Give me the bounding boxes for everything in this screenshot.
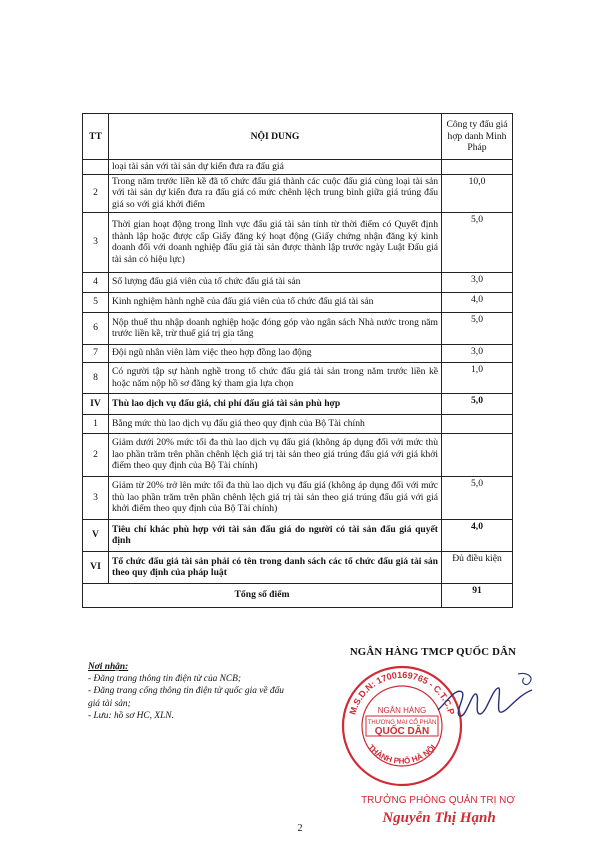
- row-score: Đủ điều kiện: [442, 551, 513, 583]
- table-row: [83, 476, 513, 519]
- signer-name: Nguyễn Thị Hạnh: [382, 810, 496, 826]
- row-score: 5,0: [442, 393, 513, 414]
- svg-text:THÀNH PHỐ HÀ NỘI: [366, 743, 437, 766]
- row-tt: 2: [83, 174, 109, 212]
- row-tt: V: [83, 519, 109, 551]
- table-row: [83, 414, 513, 433]
- table-row: [83, 362, 513, 393]
- seal-ring-text: M.S.D.N: 1700169765 - C.T.C.P: [347, 669, 457, 716]
- row-tt: 8: [83, 362, 109, 393]
- row-content: Số lượng đấu giá viên của tổ chức đấu giá tài sản: [109, 272, 442, 292]
- table-row: [83, 174, 513, 212]
- table-row: [83, 551, 513, 583]
- row-tt: VI: [83, 551, 109, 583]
- row-tt: 6: [83, 312, 109, 344]
- table-header-row: [83, 114, 513, 160]
- row-content: loại tài sản với tài sản dự kiến đưa ra đấu giá: [109, 160, 442, 175]
- row-content: Nộp thuế thu nhập doanh nghiệp hoặc đóng góp vào ngân sách Nhà nước trong năm trước liền kề, trừ thuế giá trị gia tăng: [109, 312, 442, 344]
- header-content: NỘI DUNG: [109, 114, 442, 160]
- row-score: 10,0: [442, 174, 513, 212]
- row-content: Kinh nghiệm hành nghề của đấu giá viên của tổ chức đấu giá tài sản: [109, 292, 442, 312]
- row-content: Thời gian hoạt động trong lĩnh vực đấu giá tài sản tính từ thời điểm có Quyết định thành lập hoặc được cấp Giấy đăng ký hoạt động (Giấy chứng nhận đăng ký kinh doanh đối với doanh nghiệp đấu giá tài sản được thành lập trước ngày Luật Đấu giá tài sản có hiệu lực): [109, 212, 442, 272]
- seal-city-text: THÀNH PHỐ HÀ NỘI: [366, 742, 438, 766]
- table-row: [83, 272, 513, 292]
- row-content: Đội ngũ nhân viên làm việc theo hợp đồng lao động: [109, 344, 442, 362]
- recipient-item: - Lưu: hồ sơ HC, XLN.: [88, 710, 174, 721]
- table-row: [83, 312, 513, 344]
- row-score: [442, 433, 513, 476]
- page-number: 2: [297, 823, 303, 834]
- row-tt: [83, 160, 109, 175]
- signer-position: TRƯỞNG PHÒNG QUẢN TRỊ NỢ: [361, 795, 515, 806]
- recipients-block: [88, 661, 298, 722]
- bank-name: NGÂN HÀNG TMCP QUỐC DÂN: [349, 646, 517, 658]
- total-label: Tổng số điểm: [83, 583, 442, 607]
- row-tt: IV: [83, 393, 109, 414]
- row-score: 1,0: [442, 362, 513, 393]
- table-row: [83, 433, 513, 476]
- row-score: 5,0: [442, 212, 513, 272]
- row-score: 5,0: [442, 312, 513, 344]
- table-row: [83, 344, 513, 362]
- row-tt: 5: [83, 292, 109, 312]
- criteria-table: [82, 113, 513, 608]
- row-content: Giảm từ 20% trở lên mức tối đa thù lao dịch vụ đấu giá (không áp dụng đối với mức thù lao phần trăm trên phần chênh lệch giá trị tài sản theo giá trúng đấu giá với giá khởi điểm theo quy định của Bộ Tài chính): [109, 476, 442, 519]
- row-score: 4,0: [442, 519, 513, 551]
- seal-line3: QUỐC DÂN: [374, 726, 430, 737]
- row-score: 3,0: [442, 344, 513, 362]
- table-row: [83, 160, 513, 175]
- recipient-item: - Đăng trang cổng thông tin điện tử quốc gia về đấu giá tài sản;: [88, 686, 284, 709]
- table-row: [83, 519, 513, 551]
- total-value: 91: [442, 583, 513, 607]
- row-content: Trong năm trước liền kề đã tổ chức đấu giá thành các cuộc đấu giá cùng loại tài sản với tài sản dự kiến đưa ra đấu giá có mức chênh lệch trung bình giữa giá trúng đấu giá so với giá khởi điểm: [109, 174, 442, 212]
- row-tt: 3: [83, 212, 109, 272]
- row-content: Bằng mức thù lao dịch vụ đấu giá theo quy định của Bộ Tài chính: [109, 414, 442, 433]
- row-score: 5,0: [442, 476, 513, 519]
- row-content: Có người tập sự hành nghề trong tổ chức đấu giá tài sản trong năm trước liền kề hoặc năm nộp hồ sơ đăng ký tham gia lựa chọn: [109, 362, 442, 393]
- header-organization: Công ty đấu giá hợp danh Minh Pháp: [442, 114, 513, 160]
- row-content: Giảm dưới 20% mức tối đa thù lao dịch vụ đấu giá (không áp dụng đối với mức thù lao phần trăm trên phần chênh lệch giá trị tài sản theo giá trúng đấu giá với giá khởi điểm theo quy định của Bộ Tài chính): [109, 433, 442, 476]
- row-tt: 7: [83, 344, 109, 362]
- total-row: [83, 583, 513, 607]
- row-score: 4,0: [442, 292, 513, 312]
- seal-line1: NGÂN HÀNG: [377, 706, 427, 715]
- row-score: 3,0: [442, 272, 513, 292]
- row-tt: 3: [83, 476, 109, 519]
- row-content: Tổ chức đấu giá tài sản phải có tên trong danh sách các tổ chức đấu giá tài sản theo quy định của pháp luật: [109, 551, 442, 583]
- table-row: [83, 292, 513, 312]
- table-row: [83, 393, 513, 414]
- recipient-item: - Đăng trang thông tin điện tử của NCB;: [88, 674, 242, 685]
- recipients-title: Nơi nhận:: [88, 662, 129, 672]
- handwritten-signature-icon: [436, 670, 546, 730]
- row-content: Thù lao dịch vụ đấu giá, chi phí đấu giá tài sản phù hợp: [109, 393, 442, 414]
- header-tt: TT: [83, 114, 109, 160]
- table-row: [83, 212, 513, 272]
- seal-line2: THƯƠNG MẠI CỔ PHẦN: [367, 720, 437, 726]
- row-tt: 4: [83, 272, 109, 292]
- row-content: Tiêu chí khác phù hợp với tài sản đấu giá do người có tài sản đấu giá quyết định: [109, 519, 442, 551]
- row-tt: 2: [83, 433, 109, 476]
- row-score: [442, 414, 513, 433]
- row-tt: 1: [83, 414, 109, 433]
- row-score: [442, 160, 513, 175]
